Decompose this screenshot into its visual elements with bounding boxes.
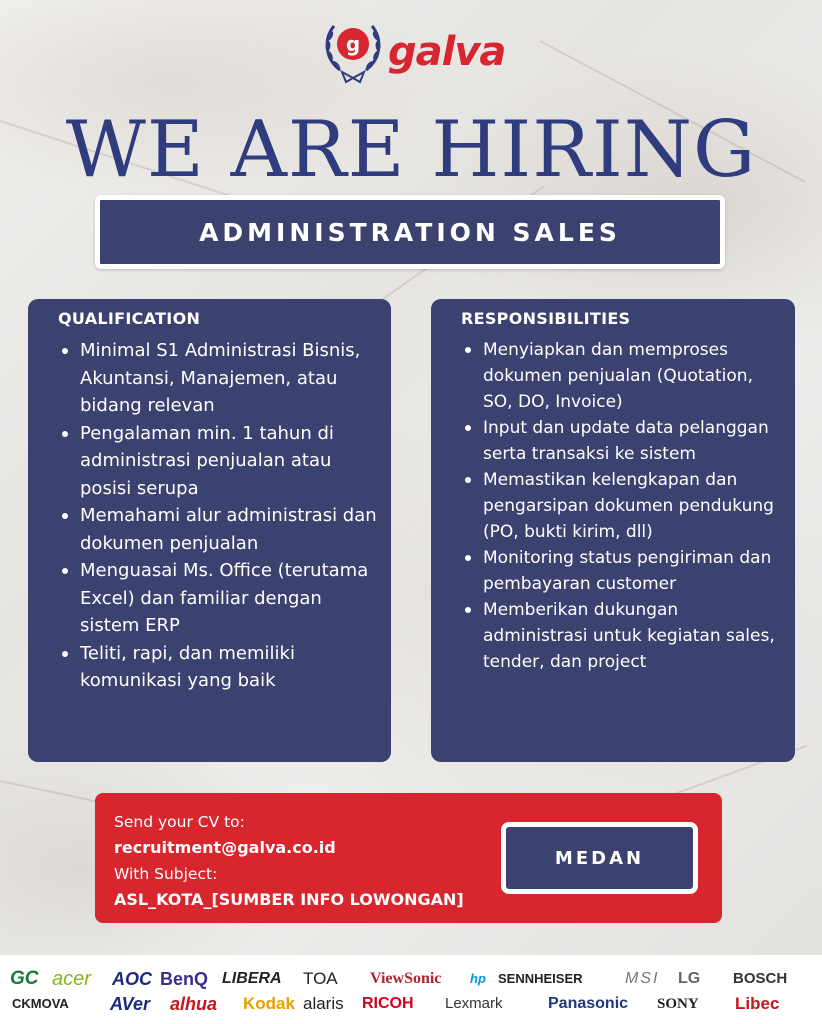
brand-logo-ricoh: RICOH <box>362 995 414 1012</box>
list-item: Monitoring status pengiriman dan pembayaran customer <box>483 545 785 597</box>
brand-logo-acer: acer <box>52 968 91 990</box>
brand-logo-aver: AVer <box>110 994 151 1014</box>
subject-label: With Subject: <box>114 865 218 883</box>
brand-logo-msi: MSI <box>625 970 660 987</box>
list-item: Memberikan dukungan administrasi untuk kegiatan sales, tender, dan project <box>483 597 785 675</box>
brand-logo-libec: Libec <box>735 994 780 1013</box>
responsibilities-list <box>461 337 785 675</box>
brand-logo-lg: LG <box>678 970 701 987</box>
brand-logo-viewsonic: ViewSonic <box>370 970 442 987</box>
brand-row-2 <box>0 990 822 1020</box>
list-item: Memahami alur administrasi dan dokumen penjualan <box>80 502 377 557</box>
brand-logo-strip <box>0 955 822 1024</box>
responsibilities-panel <box>431 299 795 762</box>
application-box <box>95 793 722 923</box>
brand-logo-bosch: BOSCH <box>733 970 788 987</box>
responsibilities-heading: RESPONSIBILITIES <box>461 309 631 328</box>
location-badge-medan: MEDAN <box>501 822 698 894</box>
laurel-wreath-icon <box>322 14 384 86</box>
brand-logo-alaris: alaris <box>303 994 344 1013</box>
recruitment-email-link[interactable]: recruitment@galva.co.id <box>114 838 336 857</box>
email-subject: ASL_KOTA_[SUMBER INFO LOWONGAN] <box>114 890 464 909</box>
galva-logo <box>322 14 506 86</box>
list-item: Menyiapkan dan memproses dokumen penjualan (Quotation, SO, DO, Invoice) <box>483 337 785 415</box>
list-item: Teliti, rapi, dan memiliki komunikasi yang baik <box>80 640 377 695</box>
brand-logo-toa: TOA <box>303 969 338 988</box>
send-cv-label: Send your CV to: <box>114 813 245 831</box>
brand-logo-gc: GC <box>10 968 39 989</box>
brand-logo-dahua: alhua <box>170 994 218 1014</box>
logo-mark-letter: g <box>345 32 361 56</box>
qualification-heading: QUALIFICATION <box>58 309 201 328</box>
list-item: Minimal S1 Administrasi Bisnis, Akuntansi, Manajemen, atau bidang relevan <box>80 337 377 420</box>
list-item: Menguasai Ms. Office (terutama Excel) dan familiar dengan sistem ERP <box>80 557 377 640</box>
position-banner <box>95 195 725 269</box>
brand-logo-hp: hp <box>470 971 486 986</box>
list-item: Memastikan kelengkapan dan pengarsipan dokumen pendukung (PO, bukti kirim, dll) <box>483 467 785 545</box>
brand-logo-panasonic: Panasonic <box>548 995 629 1012</box>
brand-logo-kodak: Kodak <box>243 994 295 1013</box>
brand-logo-sennheiser: SENNHEISER <box>498 971 583 986</box>
brand-logo-sony: SONY <box>657 996 699 1012</box>
list-item: Pengalaman min. 1 tahun di administrasi penjualan atau posisi serupa <box>80 420 377 503</box>
logo-wordmark: galva <box>388 29 506 75</box>
brand-logo-ckmova: CKMOVA <box>12 996 69 1011</box>
qualification-panel <box>28 299 391 762</box>
brand-logo-aoc: AOC <box>112 969 152 989</box>
brand-logo-benq: BenQ <box>160 969 209 989</box>
list-item: Input dan update data pelanggan serta transaksi ke sistem <box>483 415 785 467</box>
brand-logo-lexmark: Lexmark <box>445 995 503 1012</box>
position-title: ADMINISTRATION SALES <box>199 217 621 247</box>
page-title: WE ARE HIRING <box>65 105 757 195</box>
application-details <box>114 809 464 913</box>
qualification-list <box>58 337 377 695</box>
brand-logo-libera: LIBERA <box>222 970 282 987</box>
